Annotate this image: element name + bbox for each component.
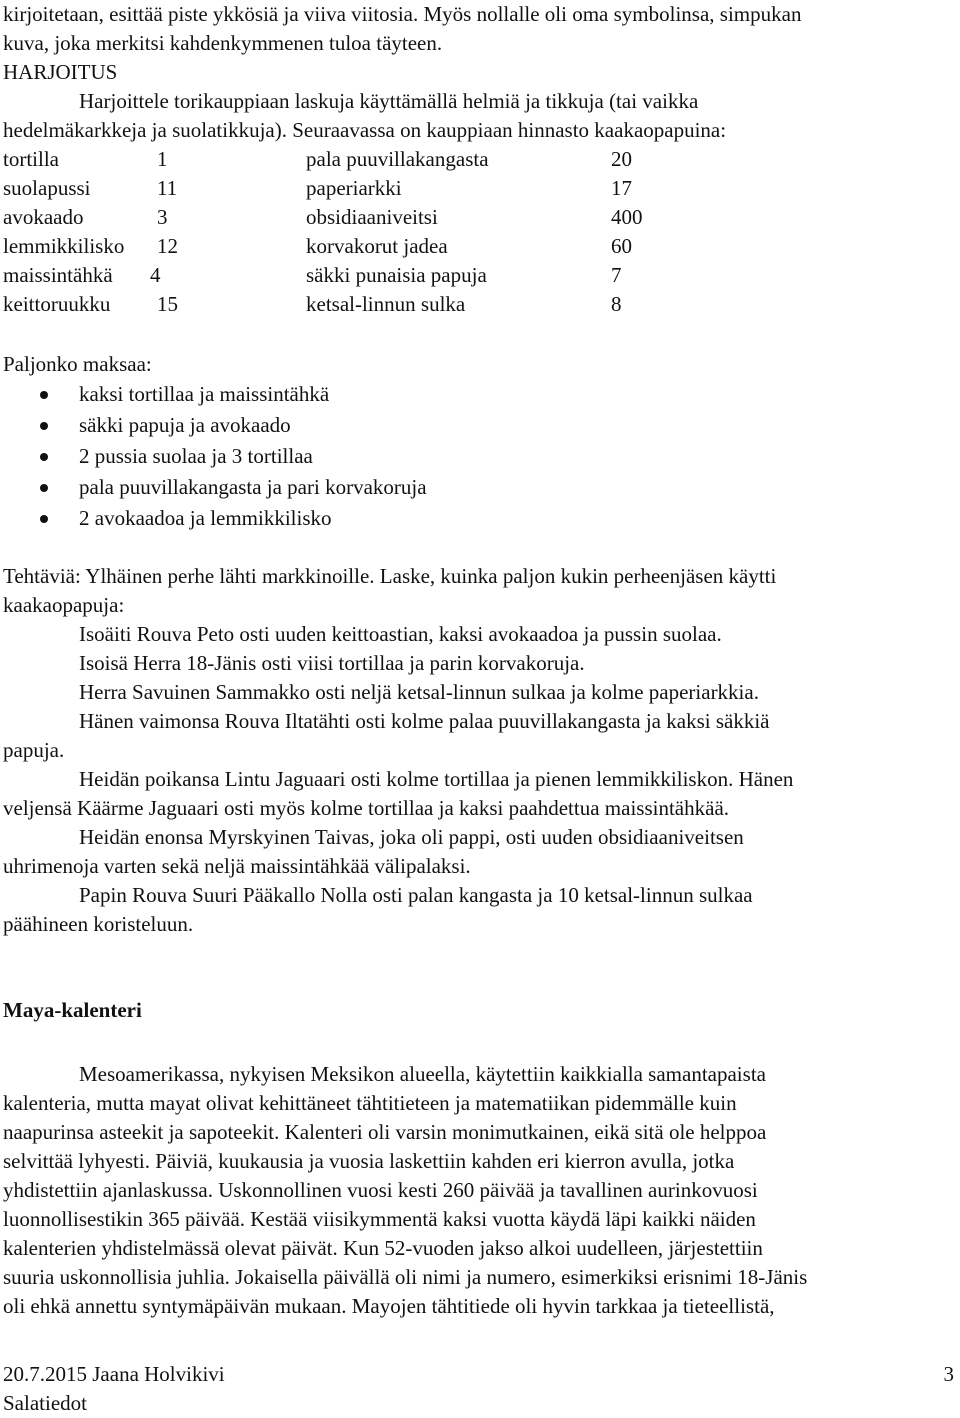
calendar-line: Mesoamerikassa, nykyisen Meksikon alueella, käytettiin kaikkialla samantapaista (79, 1062, 766, 1086)
item-price: 15 (157, 292, 178, 316)
item-price: 3 (157, 205, 168, 229)
list-item (0, 504, 960, 533)
list-item-text: kaksi tortillaa ja maissintähkä (79, 382, 330, 406)
tasks-line: Hänen vaimonsa Rouva Iltatähti osti kolme palaa puuvillakangasta ja kaksi säkkiä (79, 709, 770, 733)
list-item-text: 2 pussia suolaa ja 3 tortillaa (79, 444, 313, 468)
item-price: 8 (611, 292, 622, 316)
item-name: avokaado (3, 205, 84, 229)
tasks-line: Heidän enonsa Myrskyinen Taivas, joka oli pappi, osti uuden obsidiaaniveitsen (79, 825, 744, 849)
item-price: 4 (150, 263, 161, 287)
tasks-line: papuja. (3, 738, 65, 762)
item-price: 400 (611, 205, 643, 229)
price-row (0, 290, 960, 319)
item-price: 60 (611, 234, 632, 258)
price-row (0, 203, 960, 232)
item-name: pala puuvillakangasta (306, 147, 489, 171)
item-name: keittoruukku (3, 292, 111, 316)
item-name: suolapussi (3, 176, 91, 200)
tasks-line: kaakaopapuja: (3, 593, 125, 617)
intro-line: Harjoittele torikauppiaan laskuja käyttämällä helmiä ja tikkuja (tai vaikka (79, 89, 699, 113)
calendar-line: luonnollisestikin 365 päivää. Kestää viisikymmentä kaksi vuotta käydä läpi kaikki näiden (3, 1207, 756, 1231)
item-price: 7 (611, 263, 622, 287)
tasks-line: Herra Savuinen Sammakko osti neljä ketsal-linnun sulkaa ja kolme paperiarkkia. (79, 680, 759, 704)
bullet-icon (40, 515, 48, 523)
item-name: maissintähkä (3, 263, 113, 287)
tasks-line: Papin Rouva Suuri Pääkallo Nolla osti palan kangasta ja 10 ketsal-linnun sulkaa (79, 883, 753, 907)
list-item (0, 473, 960, 502)
question-label: Paljonko maksaa: (3, 352, 152, 376)
calendar-line: selvittää lyhyesti. Päiviä, kuukausia ja vuosia laskettiin kahden eri kierron avulla, jotka (3, 1149, 735, 1173)
price-row (0, 232, 960, 261)
item-name: ketsal-linnun sulka (306, 292, 466, 316)
price-row (0, 145, 960, 174)
calendar-line: suuria uskonnollisia juhlia. Jokaisella päivällä oli nimi ja numero, esimerkiksi erisnimi 18-Jänis (3, 1265, 808, 1289)
item-name: tortilla (3, 147, 59, 171)
section-heading: Maya-kalenteri (3, 998, 142, 1022)
footer-org: Salatiedot (3, 1391, 87, 1415)
item-price: 17 (611, 176, 632, 200)
item-name: paperiarkki (306, 176, 402, 200)
item-name: lemmikkilisko (3, 234, 125, 258)
calendar-line: kalenteria, mutta mayat olivat kehittäneet tähtitieteen ja matematiikan pidemmälle kuin (3, 1091, 737, 1115)
bullet-icon (40, 422, 48, 430)
intro-line: kuva, joka merkitsi kahdenkymmenen tuloa täyteen. (3, 31, 443, 55)
calendar-line: oli ehkä annettu syntymäpäivän mukaan. Mayojen tähtitiede oli hyvin tarkkaa ja tieteellistä, (3, 1294, 775, 1318)
intro-line: hedelmäkarkkeja ja suolatikkuja). Seuraavassa on kauppiaan hinnasto kaakaopapuina: (3, 118, 727, 142)
exercise-heading: HARJOITUS (3, 60, 118, 84)
calendar-line: yhdistettiin ajanlaskussa. Uskonnollinen vuosi kesti 260 päivää ja tavallinen aurinkovuosi (3, 1178, 758, 1202)
tasks-line: Isoäiti Rouva Peto osti uuden keittoastian, kaksi avokaadoa ja pussin suolaa. (79, 622, 722, 646)
item-name: korvakorut jadea (306, 234, 448, 258)
item-name: obsidiaaniveitsi (306, 205, 438, 229)
list-item-text: säkki papuja ja avokaado (79, 413, 291, 437)
calendar-line: kalenterien yhdistelmässä olevat päivät. Kun 52-vuoden jakso alkoi uudelleen, järjestettiin (3, 1236, 763, 1260)
list-item-text: 2 avokaadoa ja lemmikkilisko (79, 506, 332, 530)
list-item (0, 442, 960, 471)
footer-author: 20.7.2015 Jaana Holvikivi (3, 1362, 225, 1386)
intro-line: kirjoitetaan, esittää piste ykkösiä ja viiva viitosia. Myös nollalle oli oma symbolinsa, simpukan (3, 2, 802, 26)
price-row (0, 174, 960, 203)
list-item (0, 411, 960, 440)
item-name: säkki punaisia papuja (306, 263, 487, 287)
item-price: 12 (157, 234, 178, 258)
list-item-text: pala puuvillakangasta ja pari korvakoruja (79, 475, 427, 499)
tasks-line: veljensä Käärme Jaguaari osti myös kolme tortillaa ja kaksi paahdettua maissintähkää. (3, 796, 730, 820)
item-price: 1 (157, 147, 168, 171)
list-item (0, 380, 960, 409)
bullet-icon (40, 391, 48, 399)
tasks-line: Isoisä Herra 18-Jänis osti viisi tortillaa ja parin korvakoruja. (79, 651, 585, 675)
tasks-line: uhrimenoja varten sekä neljä maissintähkää välipalaksi. (3, 854, 471, 878)
bullet-icon (40, 453, 48, 461)
calendar-line: naapurinsa asteekit ja sapoteekit. Kalenteri oli varsin monimutkainen, eikä sitä ole helppoa (3, 1120, 767, 1144)
item-price: 20 (611, 147, 632, 171)
page-number: 3 (943, 1362, 954, 1386)
tasks-line: Tehtäviä: Ylhäinen perhe lähti markkinoille. Laske, kuinka paljon kukin perheenjäsen käytti (3, 564, 777, 588)
bullet-icon (40, 484, 48, 492)
tasks-line: Heidän poikansa Lintu Jaguaari osti kolme tortillaa ja pienen lemmikkiliskon. Hänen (79, 767, 794, 791)
tasks-line: päähineen koristeluun. (3, 912, 194, 936)
item-price: 11 (157, 176, 178, 200)
price-row (0, 261, 960, 290)
